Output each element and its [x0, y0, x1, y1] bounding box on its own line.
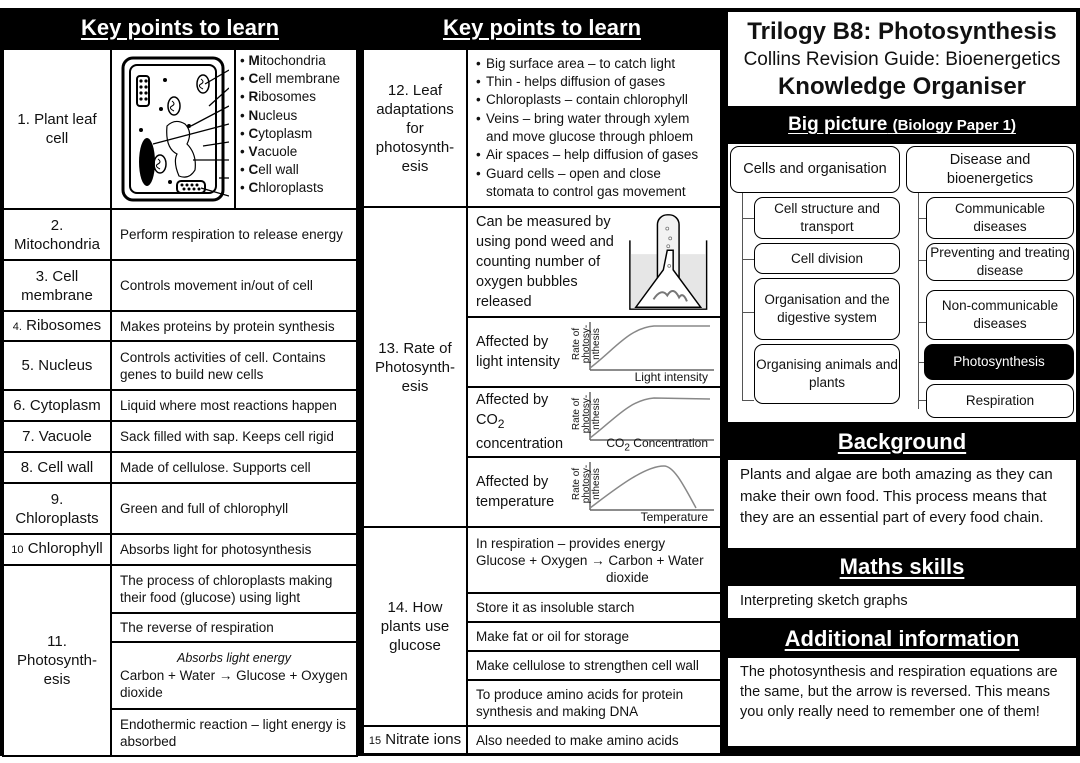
plant-cell-icon: [117, 54, 229, 204]
table-row: 3. Cell membrane Controls movement in/out of cell: [3, 260, 357, 311]
term-plant-leaf-cell: 1. Plant leaf cell: [3, 49, 111, 209]
maths-skills-text: Interpreting sketch graphs: [728, 586, 1076, 618]
node-cells-organisation: Cells and organisation: [730, 146, 900, 193]
table-row: Store it as insoluble starch: [363, 593, 721, 622]
photosynthesis-equation: Absorbs light energy Carbon + Water → Glucose + Oxygen dioxide: [111, 642, 357, 709]
knowledge-organiser-page: [0, 8, 1080, 756]
key-points-heading: Key points to learn: [442, 15, 642, 40]
additional-info-heading: Additional information: [784, 626, 1020, 651]
node-organisation-digestive: Organisation and the digestive system: [754, 278, 900, 340]
plant-cell-diagram: [112, 50, 236, 208]
photosynthesis-table: [362, 48, 722, 755]
key-points-column-1: [2, 8, 358, 756]
node-cell-structure: Cell structure and transport: [754, 197, 900, 239]
cell-label-item: • Cytoplasm: [240, 125, 352, 143]
node-cell-division: Cell division: [754, 243, 900, 274]
cell-label-item: • Cell membrane: [240, 70, 352, 88]
page-subtitle: Collins Revision Guide: Bioenergetics: [743, 49, 1061, 70]
temperature-graph: Rate of photosy-nthesis Temperature: [571, 464, 708, 524]
table-row: 8. Cell wall Made of cellulose. Supports cell: [3, 452, 357, 483]
table-row: [363, 49, 721, 207]
table-row: 13. Rate of Photosynth-esis Can be measured by using pond weed and counting number of oxygen bubbles released: [363, 207, 721, 317]
organiser-title: Knowledge Organiser: [777, 73, 1027, 100]
table-row: 7. Vacuole Sack filled with sap. Keeps cell rigid: [3, 421, 357, 452]
term-photosynthesis: 11. Photosynth-esis: [3, 565, 111, 756]
additional-info-text: The photosynthesis and respiration equations are the same, but the arrow is reversed. This means you only really need to remember one of them!: [728, 658, 1076, 746]
table-row: 6. Cytoplasm Liquid where most reactions happen: [3, 390, 357, 421]
summary-column: [726, 8, 1078, 756]
table-row: 15 Nitrate ions Also needed to make amino acids: [363, 726, 721, 754]
table-row: [3, 49, 357, 209]
cell-label-item: • Vacuole: [240, 143, 352, 161]
table-row: 11. Photosynth-esis The process of chloroplasts making their food (glucose) using light: [3, 565, 357, 613]
table-row: 2. Mitochondria Perform respiration to release energy: [3, 209, 357, 260]
cell-label-item: • Ribosomes: [240, 88, 352, 106]
cell-label-item: • Cell wall: [240, 161, 352, 179]
title-box: [728, 12, 1076, 106]
table-row: Affected by temperature Rate of photosy-nthesis Temperature: [363, 457, 721, 527]
node-respiration: Respiration: [926, 384, 1074, 418]
table-row: 10 Chlorophyll Absorbs light for photosynthesis: [3, 534, 357, 565]
key-points-heading: Key points to learn: [80, 15, 280, 40]
table-row: Endothermic reaction – light energy is absorbed: [3, 709, 357, 756]
table-row: 4. Ribosomes Makes proteins by protein synthesis: [3, 311, 357, 341]
table-row: [363, 527, 721, 593]
cell-label-item: • Mitochondria: [240, 52, 352, 70]
node-preventing-treating: Preventing and treating disease: [926, 243, 1074, 281]
node-photosynthesis-active: Photosynthesis: [924, 344, 1074, 380]
key-points-column-2: [362, 8, 722, 756]
respiration-equation: In respiration – provides energy Glucose + Oxygen → Carbon + Water dioxide: [467, 527, 721, 593]
node-communicable-diseases: Communicable diseases: [926, 197, 1074, 239]
background-heading: Background: [837, 429, 967, 454]
term-rate-of-photosynthesis: 13. Rate of Photosynth-esis: [363, 207, 467, 527]
background-text: Plants and algae are both amazing as they can make their own food. This process means that they are an essential part of every food chain.: [728, 460, 1076, 548]
table-row: Make fat or oil for storage: [363, 622, 721, 651]
cell-structure-table: [2, 48, 358, 757]
table-row: Affected by $CO_2$ concentration Rate of photosy-nthesis $CO_2$ Concentration: [363, 387, 721, 457]
term-how-plants-use-glucose: 14. How plants use glucose: [363, 527, 467, 726]
node-disease-bioenergetics: Disease and bioenergetics: [906, 146, 1074, 193]
plant-cell-labels: [236, 50, 356, 208]
cell-label-item: • Chloroplasts: [240, 179, 352, 197]
page-title: Trilogy B8: Photosynthesis: [747, 18, 1057, 45]
cell-label-item: • Nucleus: [240, 107, 352, 125]
pondweed-experiment-icon: [624, 210, 713, 314]
table-row: Make cellulose to strengthen cell wall: [363, 651, 721, 680]
big-picture-tree: [728, 144, 1076, 422]
table-row: 9. Chloroplasts Green and full of chlorophyll: [3, 483, 357, 534]
node-non-communicable: Non-communicable diseases: [926, 290, 1074, 340]
light-intensity-graph: Rate of photosy-nthesis Light intensity: [574, 320, 712, 384]
term-leaf-adaptations: 12. Leaf adaptations for photosynth-esis: [363, 49, 467, 207]
node-organising-animals-plants: Organising animals and plants: [754, 344, 900, 404]
table-row: The reverse of respiration: [3, 613, 357, 642]
table-row: Affected by light intensity Rate of photosy-nthesis Light intensity: [363, 317, 721, 387]
maths-skills-heading: Maths skills: [839, 554, 965, 579]
big-picture-heading: Big picture (Biology Paper 1): [788, 114, 1016, 135]
leaf-adaptations-list: • Big surface area – to catch light • Thin - helps diffusion of gases • Chloroplasts – contain chlorophyll • Veins – bring water through xylem and move glucose through phloem • Air spaces – help diffusion of gases • Guard cells – open and close stomata to control gas movement: [476, 55, 712, 201]
co2-concentration-graph: Rate of photosy-nthesis $CO_2$ Concentration: [574, 390, 712, 454]
table-row: 5. Nucleus Controls activities of cell. Contains genes to build new cells: [3, 341, 357, 390]
table-row: To produce amino acids for protein synthesis and making DNA: [363, 680, 721, 726]
